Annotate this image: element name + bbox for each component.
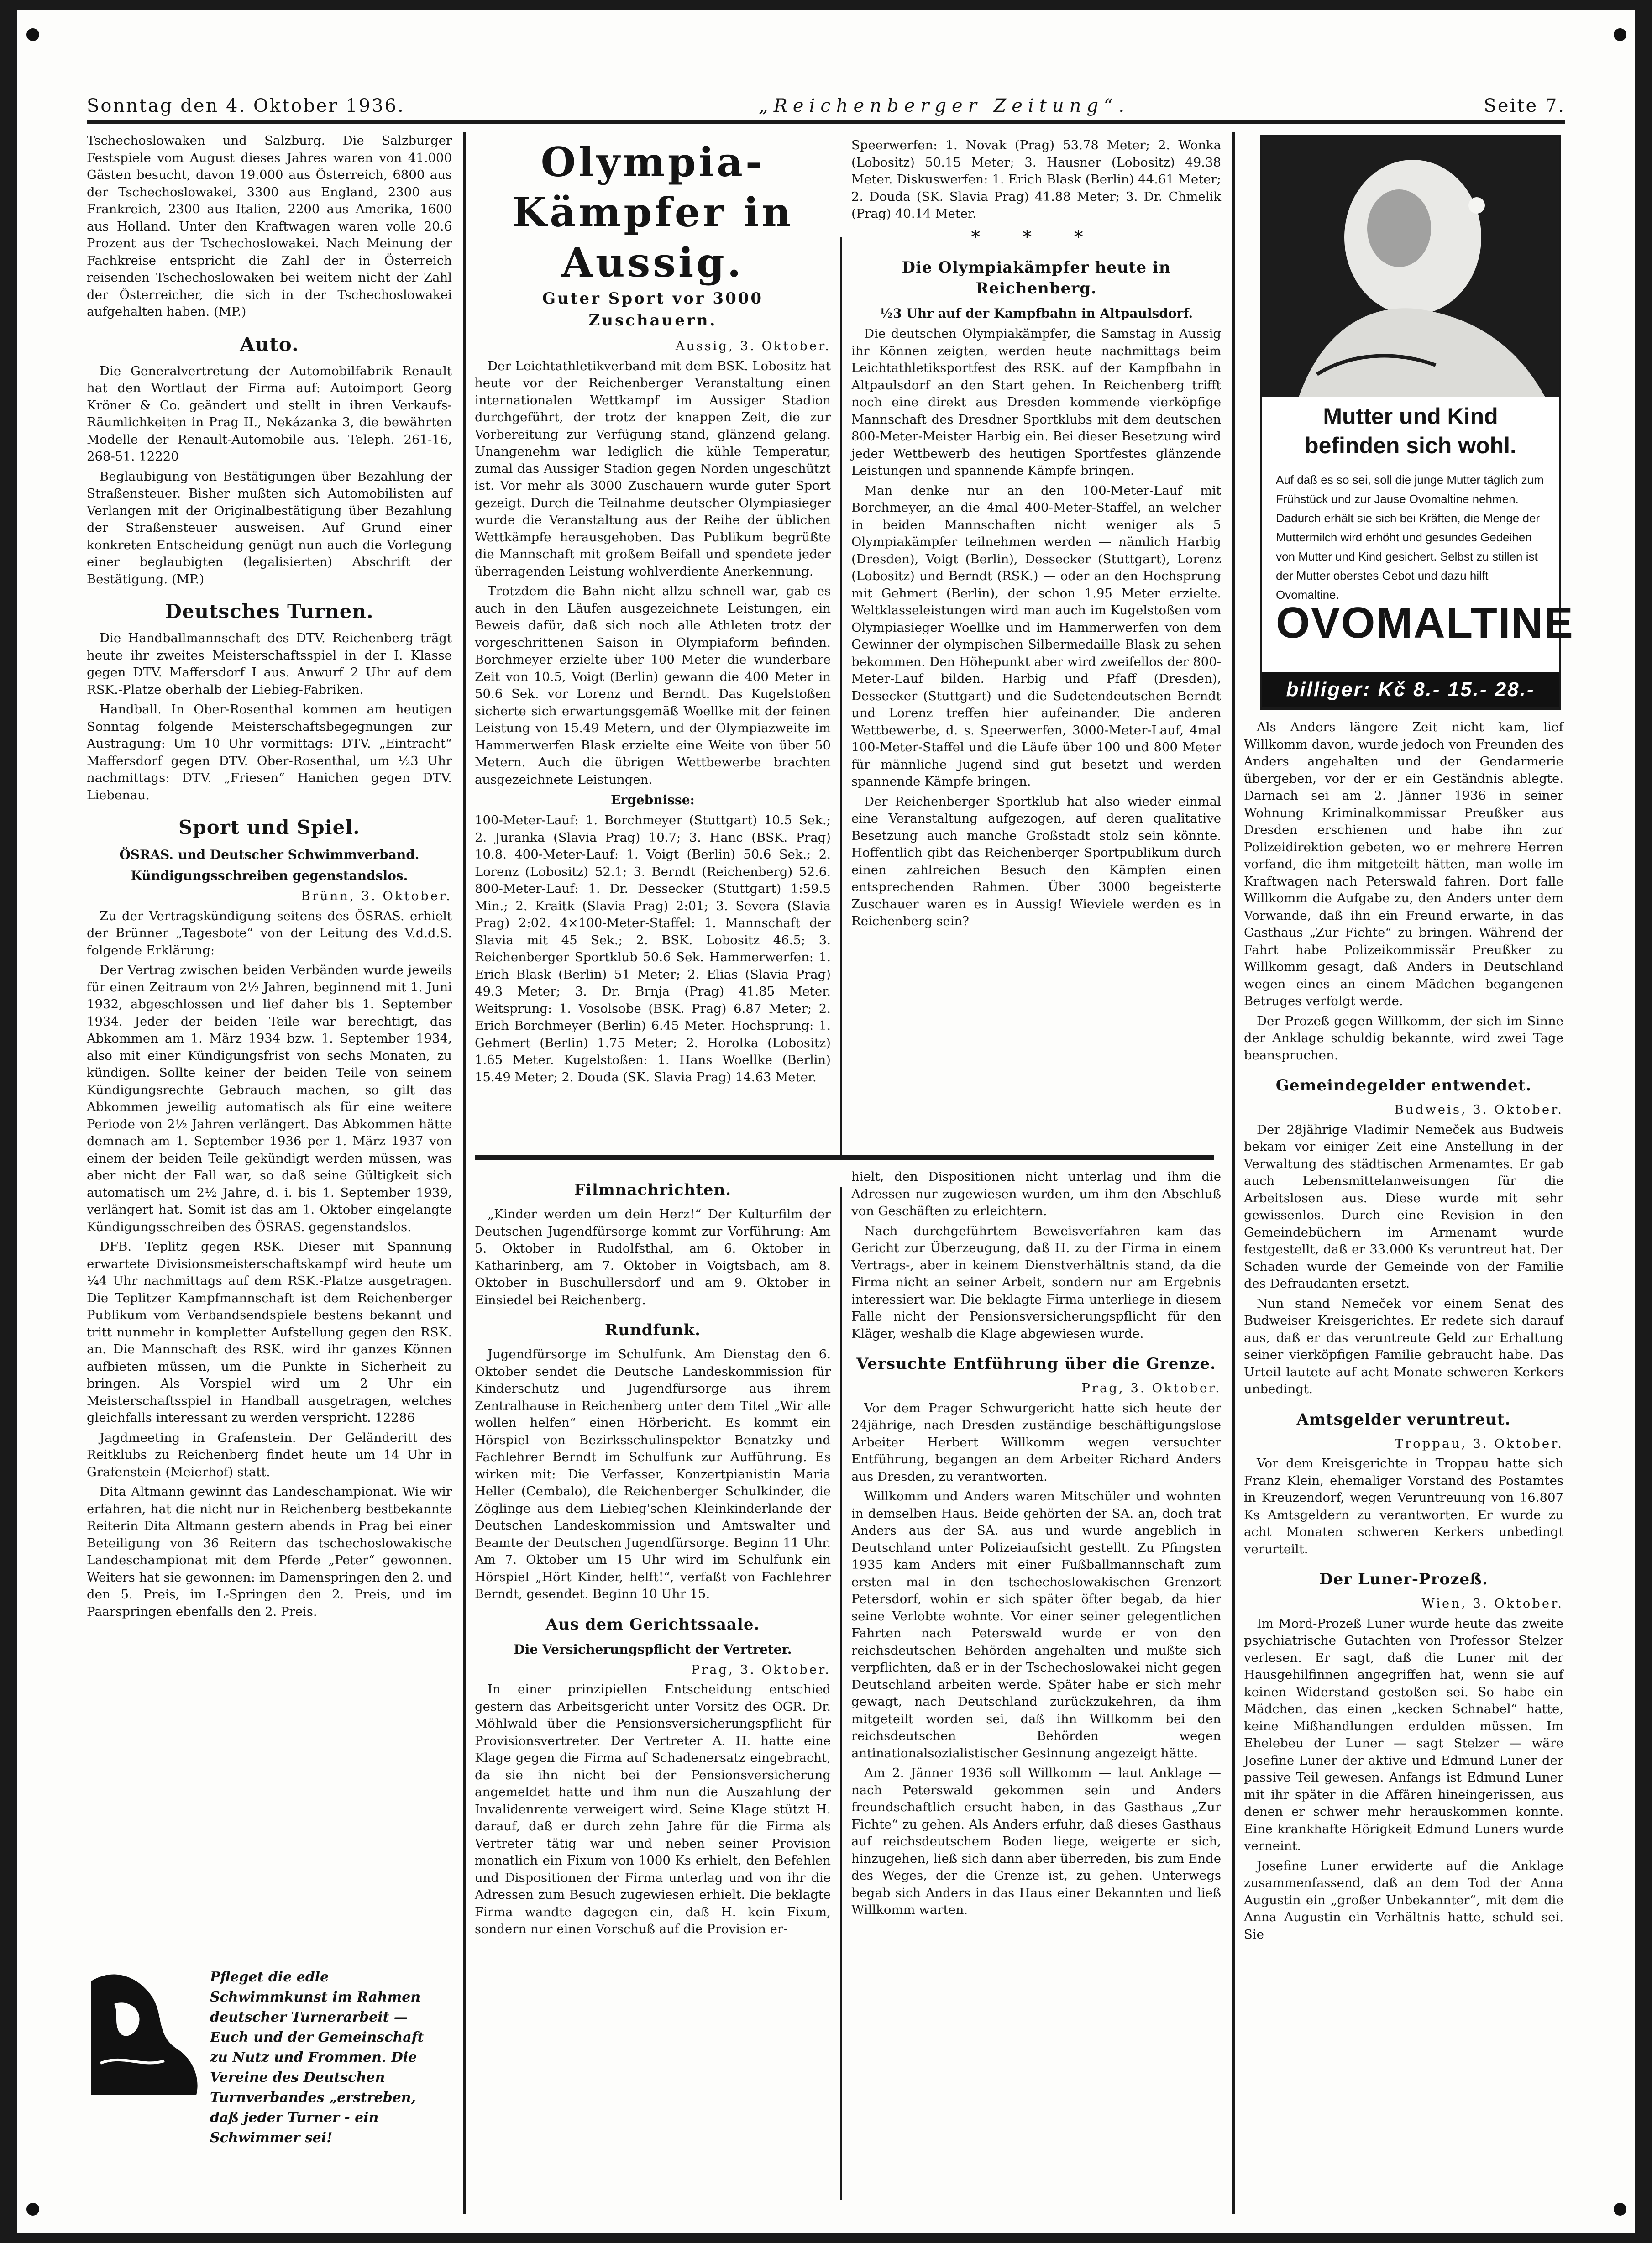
article-paragraph: Der Reichenberger Sportklub hat also wieder einmal eine Veranstaltung aufgezogen, auf deren qualitative Besetzung auch manche Großstadt stolz sein könnte. Hoffentlich gibt das Reichenberger Sportpublikum durch einen zahlreichen Besuch den Kämpfen einen entsprechenden Rahmen. Über 3000 begeisterte Zuschauer waren es in Aussig! Wieviele werden es in Reichenberg sein? (851, 794, 1221, 928)
article-paragraph: Man denke nur an den 100-Meter-Lauf mit Borchmeyer, an die 4mal 400-Meter-Staffel, an welcher in beiden Mannschaften nicht weniger als 5 Olympiakämpfer teilnehmen werden — nämlich Harbig (Dresden), Voigt (Berlin), Dessecker (Stuttgart), Lorenz (Lobositz) und Berndt (RSK.) — oder an den Hochsprung mit Gehmert (Berlin), der schon 1.95 Meter erzielte. Weltklasseleistungen wird man auch im Kugelstoßen vom Olympiasieger Woellke und im Hammerwerfen von dem Gewinner der olympischen Silbermedaille Blask zu sehen bekommen. Den Höhepunkt aber wird zweifellos der 800-Meter-Lauf bilden. Harbig und Pfaff (Dresden), Dessecker (Stuttgart) und die Sudetendeutschen Berndt und Lorenz treffen hier aufeinander. Die anderen Wettbewerbe, d. s. Speerwerfen, 3000-Meter-Lauf, 4mal 100-Meter-Staffel und die Läufe über 100 und 800 Meter für männliche Jugend sind gut besetzt und werden spannende Kämpfe bringen. (851, 483, 1221, 789)
ovomaltine-advert (1260, 135, 1574, 710)
article-jagdmeeting: Jagdmeeting in Grafenstein. Der Geländeritt des Reitklubs zu Reichenberg findet heute um 14 Uhr in Grafenstein (Meierhof) statt. (87, 1430, 452, 1479)
ovomaltine-logo: OVOMALTINE (1276, 598, 1574, 647)
section-title-court: Aus dem Gerichtssaale. (545, 1615, 760, 1634)
punch-hole (26, 28, 39, 41)
advert-heading-line-1: Mutter und Kind (1323, 404, 1498, 429)
section-title-turnen: Deutsches Turnen. (165, 600, 374, 623)
article-paragraph: Der Leichtathletikverband mit dem BSK. Lobositz hat heute vor der Reichenberger Veranstaltung einen internationalen Wettkampf im Aussiger Stadion durchgeführt, der trotz der knappen Zeit, die zur Vorbereitung zur Verfügung stand, glänzend gelang. Unangenehm war lediglich die kühle Temperatur, zumal das Aussiger Stadion gegen Norden ungeschützt ist. Vor mehr als 3000 Zuschauern wurde guter Sport gezeigt. Durch die Teilnahme deutscher Olympiasieger wurde die Veranstaltung aus der Reihe der üblichen Wettkämpfe herausgehoben. Das Publikum begrüßte die Mannschaft mit großem Beifall und spendete jeder überragenden Leistung wohlverdiente Anerkennung. (475, 358, 831, 579)
article-handball-reichenberg: Die Handballmannschaft des DTV. Reichenberg trägt heute ihr zweites Meisterschaftsspiel in der I. Klasse gegen DTV. Maffersdorf I aus. Anwurf 2 Uhr auf dem RSK.-Platze oberhalb der Liebieg-Fabriken. (87, 631, 452, 697)
article-radio: Jugendfürsorge im Schulfunk. Am Dienstag den 6. Oktober sendet die Deutsche Landeskommission für Kinderschutz und Jugendfürsorge aus ihrem Zentralhause in Reichenberg unter dem Titel „Wir alle wollen helfen“ einen Hörbericht. Es kommt ein Hörspiel von Bezirksschulinspektor Benatzky und Fachlehrer Berndt im Schulfunk zur Aufführung. Es wirken mit: Die Verfasser, Konzertpianistin Maria Heller (Cembalo), die Reichenberger Schulkinder, die Zöglinge aus dem Liebieg'schen Kleinkinderlande der Deutschen Landeskommission und Amtswalter und Beamte der Deutschen Jugendfürsorge. Beginn 11 Uhr. Am 7. Oktober um 15 Uhr wird im Schulfunk ein Hörspiel „Hört Kinder, helft!“, verfaßt von Fachlehrer Berndt, gesendet. Beginn 10 Uhr 15. (475, 1347, 831, 1601)
advert-heading-line-2: befinden sich wohl. (1305, 433, 1516, 458)
section-title-gemeindegelder: Gemeindegelder entwendet. (1275, 1076, 1532, 1095)
article-salzburg: Tschechoslowaken und Salzburg. Die Salzburger Festspiele vom August dieses Jahres waren von 41.000 Gästen besucht, davon 19.000 aus Österreich, 6800 aus der Tschechoslowakei, 3300 aus England, 2300 aus Frankreich, 2300 aus Italien, 2200 aus Amerika, 1600 aus Holland. Unter den Kraftwagen waren volle 20.6 Prozent aus der Tschechoslowakei. Nach Meinung der Fachkreise entspricht die Zahl der in Österreich reisenden Tschechoslowaken bei weitem nicht der Zahl der Österreicher, die sich in der Tschechoslowakei aufgehalten haben. (MP.) (87, 133, 452, 319)
section-title-luner: Der Luner-Prozeß. (1319, 1570, 1488, 1588)
results-list-continued: Speerwerfen: 1. Novak (Prag) 53.78 Meter; 2. Wonka (Lobositz) 50.15 Meter; 3. Hausner (Lobositz) 49.38 Meter. Diskuswerfen: 1. Erich Blask (Berlin) 44.61 Meter; 2. Douda (SK. Slavia Prag) 41.88 Meter; 3. Dr. Chmelik (Prag) 40.14 Meter. (851, 138, 1221, 221)
section-rule (475, 1155, 1214, 1160)
article-paragraph: Trotzdem die Bahn nicht allzu schnell war, gab es auch in den Läufen ausgezeichnete Leistungen, ein Beweis dafür, daß sich noch alle Athleten trotz der vorgeschrittenen Saison in Olympiaform befinden. Borchmeyer erzielte über 100 Meter die wunderbare Zeit von 10.5, Voigt (Berlin) gewann die 400 Meter in 50.6 Sek. vor Lorenz und Berndt. Das Kugelstoßen sicherte sich erwartungsgemäß Woellke mit der feinen Leistung von 15.49 Metern, und der Olympiazweite im Hammerwerfen Blask erzielte eine Weite von über 50 Metern. Auch die übrigen Wettbewerbe brachten ausgezeichnete Leistungen. (475, 584, 831, 787)
punch-hole (26, 2203, 39, 2216)
article-renault: Die Generalvertretung der Automobilfabrik Renault hat den Wortlaut der Firma auf: Autoimport Georg Kröner & Co. geändert und stellt in ihren Verkaufs-Räumlichkeiten in Prag II., Nekázanka 3, die bewährten Modelle der Renault-Automobile aus. Teleph. 261-16, 268-51. 12220 (87, 363, 452, 464)
article-subtitle: ½3 Uhr auf der Kampfbahn in Altpaulsdorf. (879, 306, 1193, 321)
column-3 (851, 137, 1221, 933)
section-title-auto: Auto. (240, 333, 299, 356)
swimming-advert (87, 1963, 443, 2146)
dateline: Troppau, 3. Oktober. (1395, 1436, 1563, 1451)
article-court-continued: hielt, den Dispositionen nicht unterlag und ihm die Adressen nur zugewiesen wurden, um ihm den Abschluß von Geschäften zu erleichtern. (851, 1169, 1221, 1218)
article-paragraph: Zu der Vertragskündigung seitens des ÖSRAS. erhielt der Brünner „Tagesbote“ von der Leitung des V.d.d.S. folgende Erklärung: (87, 908, 452, 958)
article-paragraph: Die deutschen Olympiakämpfer, die Samstag in Aussig ihr Können zeigten, werden heute nachmittags beim Leichtathletiksportfest des RSK. auf der Kampfbahn in Altpaulsdorf an den Start gehen. In Reichenberg trifft noch eine direkt aus Dresden kommende vierköpfige Mannschaft des Dresdner Sportklubs mit dem deutschen 800-Meter-Meister Harbig ein. Bei dieser Besetzung wird jeder Wettbewerb des heutigen Sportfestes glänzende Leistungen und spannende Kämpfe bringen. (851, 326, 1221, 478)
header-masthead: „Reichenberger Zeitung“. (759, 95, 1130, 116)
dateline: Budweis, 3. Oktober. (1394, 1102, 1563, 1117)
dateline: Aussig, 3. Oktober. (675, 339, 831, 353)
results-list: 100-Meter-Lauf: 1. Borchmeyer (Stuttgart) 10.5 Sek.; 2. Juranka (Slavia Prag) 10.7; 3. Hanc (BSK. Prag) 10.8. 400-Meter-Lauf: 1. Voigt (Berlin) 50.6 Sek.; 2. Lorenz (Lobositz) 52.1; 3. Berndt (Reichenberg) 52.6. 800-Meter-Lauf: 1. Dr. Dessecker (Stuttgart) 1:59.5 Min.; 2. Kraitk (Slavia Prag) 2:01; 3. Severa (Slavia Prag) 2:02. 4×100-Meter-Staffel: 1. Mannschaft der Slavia mit 45 Sek.; 2. BSK. Lobositz 46.5; 3. Reichenberger Sportklub 50.6 Sek. Hammerwerfen: 1. Erich Blask (Berlin) 51 Meter; 2. Elias (Slavia Prag) 49.3 Meter; 3. Dr. Brnja (Prag) 41.85 Meter. Weitsprung: 1. Vosolsobe (BSK. Prag) 6.87 Meter; 2. Erich Borchmeyer (Berlin) 6.45 Meter. Hochsprung: 1. Gehmert (Berlin) 1.75 Meter; 2. Horolka (Lobositz) 1.65 Meter. Kugelstoßen: 1. Hans Woellke (Berlin) 15.49 Meter; 2. Douda (SK. Slavia Prag) 14.63 Meter. (475, 813, 831, 1085)
scan-border-bottom (0, 2233, 1652, 2243)
article-subtitle: ÖSRAS. und Deutscher Schwimmverband. (119, 847, 420, 862)
column-rule (840, 1187, 842, 2200)
advert-heading (1262, 402, 1559, 460)
column-rule (463, 132, 466, 2214)
separator-stars: * * * (971, 226, 1101, 248)
article-paragraph: Vor dem Prager Schwurgericht hatte sich heute der 24jährige, nach Dresden zuständige beschäftigungslose Arbeiter Herbert Willkomm wegen versuchter Entführung, begangen an dem Arbeiter Richard Anders aus Dresden, zu verantworten. (851, 1400, 1221, 1484)
article-subtitle: Kündigungsschreiben gegenstandslos. (131, 868, 408, 883)
swimming-advert-text: Pfleget die edle Schwimmkunst im Rahmen deutscher Turnerarbeit — Euch und der Gemeinschaft zu Nutz und Frommen. Die Vereine des Deutschen Turnverbandes „erstreben, daß jeder Turner - ein Schwimmer sei! (210, 1969, 424, 2146)
section-title-radio: Rundfunk. (605, 1321, 701, 1339)
article-handball-rosenthal: Handball. In Ober-Rosenthal kommen am heutigen Sonntag folgende Meisterschaftsbegegnungen zur Austragung: Um 10 Uhr vormittags: DTV. „Eintracht“ Maffersdorf gegen DTV. Ober-Rosenthal, um ½3 Uhr nachmittags: DTV. „Friesen“ Hanichen gegen DTV. Liebenau. (87, 702, 452, 802)
column-rule (1232, 132, 1235, 2214)
header-page-number: Seite 7. (1484, 95, 1565, 116)
article-dita-altmann: Dita Altmann gewinnt das Landeschampionat. Wie wir erfahren, hat die nicht nur in Reichenberg bestbekannte Reiterin Dita Altmann gestern abends in Prag bei einer Beteiligung von 36 Reitern das tschechoslowakische Landeschampionat mit dem Pferde „Peter“ gewonnen. Weiters hat sie gewonnen: im Damenspringen den 2. und den 5. Preis, im L-Springen den 2. Preis, und im Paarspringen ebenfalls den 2. Preis. (87, 1484, 452, 1619)
article-entfuehrung-continued: Als Anders längere Zeit nicht kam, lief Willkomm davon, wurde jedoch von Freunden des Anders angehalten und der Gendarmerie übergeben, vor der er ein Geständnis ablegte. Darnach sei am 2. Jänner 1936 in seiner Wohnung Kriminalkommissar Preußker aus Dresden erschienen und habe ihn zur Polizeidirektion gebeten, wo er mehrere Herren vorfand, die ihm mitgeteilt hätten, man wolle im Kraftwagen nach Peterswald fahren. Dort falle Willkomm die Aufgabe zu, den Anders unter dem Vorwande, daß ihn ein Freund erwarte, in das Gasthaus „Zur Fichte“ zu bringen. Während der Fahrt habe Polizeikommissär Preußker zu Willkomm gesagt, daß Anders in Deutschland wegen eines an einem Mädchen begangenen Betruges verfolgt werde. (1244, 720, 1563, 1008)
column-2 (475, 137, 831, 1089)
article-strassensteuer: Beglaubigung von Bestätigungen über Bezahlung der Straßensteuer. Bisher mußten sich Automobilisten auf Verlangen mit der Originalbestätigung über Bezahlung der Straßensteuer ausweisen. Auf Grund einer konkreten Entscheidung genügt nun auch die Vorlegung einer beglaubigten (legalisierten) Abschrift der Bestätigung. (MP.) (87, 469, 452, 587)
advert-body: Auf daß es so sei, soll die junge Mutter täglich zum Frühstück und zur Jause Ovomaltine nehmen. Dadurch erhält sie sich bei Kräften, die Menge der Muttermilch wird erhöht und gesundes Gedeihen von Mutter und Kind gesichert. Selbst zu stillen ist der Mutter oberstes Gebot und dazu hilft Ovomaltine. (1276, 473, 1544, 602)
section-title-amtsgelder: Amtsgelder veruntreut. (1296, 1410, 1511, 1429)
column-4 (1244, 719, 1563, 1946)
punch-hole (1614, 2203, 1626, 2216)
section-title-sport: Sport und Spiel. (178, 816, 360, 839)
scan-border-top (0, 0, 1652, 10)
page-header (87, 84, 1565, 116)
dateline: Wien, 3. Oktober. (1421, 1596, 1563, 1611)
article-paragraph: Willkomm und Anders waren Mitschüler und wohnten in demselben Haus. Beide gehörten der SA. an, doch trat Anders aus der SA. aus und wurde angeblich in Deutschland unter Polizeiaufsicht gestellt. Zu Pfingsten 1935 kam Anders mit einer Fußballmannschaft zum ersten mal in den tschechoslowakischen Grenzort Petersdorf, wohin er sich später öfter begab, da hier seine Verlobte wohnte. Vor einer seiner gelegentlichen Fahrten nach Peterswald wurde er von den reichsdeutschen Behörden angehalten und mußte sich verpflichten, daß er in der Tschechoslowakei nicht gegen Deutschland arbeiten werde. Später habe er sich mehr gewagt, nach Deutschland zurückzukehren, da ihm mitgeteilt worden sei, daß ihn Willkomm bei den reichsdeutschen Behörden wegen antinationalsozialistischer Gesinnung angezeigt hätte. (851, 1489, 1221, 1761)
article-paragraph: Vor dem Kreisgerichte in Troppau hatte sich Franz Klein, ehemaliger Vorstand des Postamtes in Kreuzendorf, wegen Veruntreuung von 16.807 Ks Amtsgeldern zu verantworten. Er wurde zu acht Monaten schweren Kerkers unbedingt verurteilt. (1244, 1456, 1563, 1556)
main-headline: Olympia-Kämpfer in Aussig. (512, 138, 794, 286)
article-paragraph: Am 2. Jänner 1936 soll Willkomm — laut Anklage — nach Peterswald gekommen sein und Anders freundschaftlich ersucht haben, in das Gasthaus „Zur Fichte“ zu gehen. Als Anders erfuhr, daß dieses Gasthaus auf reichsdeutschem Boden liege, weigerte er sich, hinzugehen, ließ sich dann aber überreden, bis zum Ende des Weges, der die Grenze ist, zu gehen. Unterwegs begab sich Anders in das Haus einer Bekannten und ließ Willkomm warten. (851, 1766, 1221, 1917)
column-3-lower (851, 1169, 1221, 1922)
article-court: In einer prinzipiellen Entscheidung entschied gestern das Arbeitsgericht unter Vorsitz des OGR. Dr. Möhlwald über die Pensionsversicherungspflicht für Provisionsvertreter. Der Vertreter A. H. hatte eine Klage gegen die Firma auf Schadenersatz eingebracht, da sie ihn nicht bei der Pensionsversicherung angemeldet hatte und ihm nun die Auszahlung der Invalidenrente verweigert wird. Seine Klage stützt H. darauf, daß er durch zehn Jahre für die Firma als Vertreter tätig war und neben seiner Provision monatlich ein Fixum von 1000 Ks erhielt, den Befehlen und Dispositionen der Firma unterlag und von ihr die Adressen zum Besuch zugewiesen erhielt. Die beklagte Firma wandte dagegen ein, daß H. kein Fixum, sondern nur einen Vorschuß auf die Provision er- (475, 1682, 831, 1936)
dateline: Prag, 3. Oktober. (1081, 1381, 1221, 1395)
dateline: Prag, 3. Oktober. (691, 1662, 831, 1677)
scan-border-right (1635, 0, 1652, 2243)
section-title-entfuehrung: Versuchte Entführung über die Grenze. (856, 1355, 1216, 1373)
column-1 (87, 132, 452, 1623)
header-date: Sonntag den 4. Oktober 1936. (87, 95, 405, 116)
mother-child-illustration-icon (1262, 137, 1559, 397)
results-title: Ergebnisse: (611, 792, 695, 807)
article-film: „Kinder werden um dein Herz!“ Der Kulturfilm der Deutschen Jugendfürsorge kommt zur Vorführung: Am 5. Oktober in Rudolfsthal, am 6. Oktober in Katharinberg, am 7. Oktober in Voigtsbach, am 8. Oktober in Buschullersdorf und am 9. Oktober in Einsiedel bei Reichenberg. (475, 1207, 831, 1307)
article-paragraph: Der Prozeß gegen Willkomm, der sich im Sinne der Anklage schuldig bekannte, wird zwei Tage beanspruchen. (1244, 1013, 1563, 1063)
section-title-olympia: Die Olympiakämpfer heute in Reichenberg. (902, 258, 1171, 298)
article-dfb-teplitz: DFB. Teplitz gegen RSK. Dieser mit Spannung erwartete Divisionsmeisterschaftskampf wird heute um ¼4 Uhr nachmittags auf dem RSK.-Platze ausgetragen. Die Teplitzer Kampfmannschaft ist dem Reichenberger Publikum vom Verbandsendspiele bestens bekannt und tritt nunmehr in kompletter Aufstellung gegen den RSK. an. Die Mannschaft des RSK. wird ihr ganzes Können aufbieten müssen, um die Punkte in Sicherheit zu bringen. Als Vorspiel wird um 2 Uhr ein Meisterschaftsspiel in Handball ausgetragen, welches gleichfalls interessant zu werden verspricht. 12286 (87, 1239, 452, 1425)
swimmer-illustration-icon (87, 1963, 205, 2100)
article-paragraph: Josefine Luner erwiderte auf die Anklage zusammenfassend, daß an dem Tod der Anna Augustin ein „großer Unbekannter“, mit dem die Anna Augustin ein Verhältnis hatte, schuld sei. Sie (1244, 1858, 1563, 1942)
article-subtitle: Die Versicherungspflicht der Vertreter. (514, 1641, 792, 1657)
section-title-film: Filmnachrichten. (574, 1181, 732, 1199)
main-subheadline: Guter Sport vor 3000 Zuschauern. (542, 289, 764, 330)
article-paragraph: Nun stand Nemeček vor einem Senat des Budweiser Kreisgerichtes. Er redete sich darauf aus, daß er das veruntreute Geld zur Erhaltung seiner vierköpfigen Familie gebraucht habe. Das Urteil lautete auf acht Monate schweren Kerkers unbedingt. (1244, 1296, 1563, 1396)
article-paragraph: Im Mord-Prozeß Luner wurde heute das zweite psychiatrische Gutachten von Professor Stelzer verlesen. Er sagt, daß die Luner mit der Hausgehilfinnen angegriffen hat, wenn sie auf keinen Widerstand gestoßen sei. So habe ein Mädchen, das einen „kecken Schnabel“ hatte, keine Mißhandlungen erdulden müssen. Im Ehelebeu der Luner — sagt Stelzer — wäre Josefine Luner der aktive und Edmund Luner der passive Teil gewesen. Anfangs ist Edmund Luner mit ihr später in die Affären hineingerissen, aus denen er schwer mehr herauskommen konnte. Eine krankhafte Hörigkeit Edmund Luners wurde verneint. (1244, 1616, 1563, 1853)
dateline: Brünn, 3. Oktober. (301, 889, 452, 903)
column-2-lower (475, 1169, 831, 1941)
scan-border-left (0, 0, 17, 2243)
article-paragraph: Der Vertrag zwischen beiden Verbänden wurde jeweils für einen Zeitraum von 2½ Jahren, beginnend mit 1. Juni 1932, abgeschlossen und lief daher bis 1. September 1934. Jeder der beiden Teile war berechtigt, das Abkommen am 1. März 1934 bzw. 1. September 1934, also mit einer Kündigungsfrist von sechs Monaten, zu kündigen. Sollte keiner der beiden Teile von seinem Kündigungsrechte Gebrauch machen, so gilt das Abkommen jeweilig automatisch als für eine weitere Periode von 2½ Jahren verlängert. Das Abkommen hätte demnach am 1. September 1936 per 1. März 1937 von einem der beiden Teile gekündigt werden müssen, was aber nicht der Fall war, so daß seine Gültigkeit sich automatisch um 2½ Jahre, d. i. bis 1. September 1939, verlängert hat. Somit ist das am 1. Oktober eingelangte Kündigungsschreiben des ÖSRAS. gegenstandslos. (87, 963, 452, 1234)
punch-hole (1614, 28, 1626, 41)
header-rule (87, 120, 1565, 124)
column-rule (840, 237, 842, 1159)
article-paragraph: Der 28jährige Vladimir Nemeček aus Budweis bekam vor einiger Zeit eine Anstellung in der Verwaltung des städtischen Armenamtes. Er gab auch Lebensmittelanweisungen für die Arbeitslosen aus. Diese wurde mit sehr gewissenlos. Durch eine Revision in den Gemeindebüchern im Armenamt wurde festgestellt, daß er 33.000 Ks veruntreut hat. Der Schaden wurde der Gemeinde von der Familie des Defraudanten ersetzt. (1244, 1122, 1563, 1291)
advert-price-band: billiger: Kč 8.- 15.- 28.- (1262, 672, 1559, 707)
article-paragraph: Nach durchgeführtem Beweisverfahren kam das Gericht zur Überzeugung, daß H. zu der Firma in einem Vertrags-, aber in keinem Dienstverhältnis stand, da die Firma nicht an seiner Arbeit, sondern nur am Ergebnis interessiert war. Die beklagte Firma unterliege in diesem Falle nicht der Pensionsversicherungspflicht für den Kläger, weshalb die Klage abgewiesen wurde. (851, 1223, 1221, 1341)
